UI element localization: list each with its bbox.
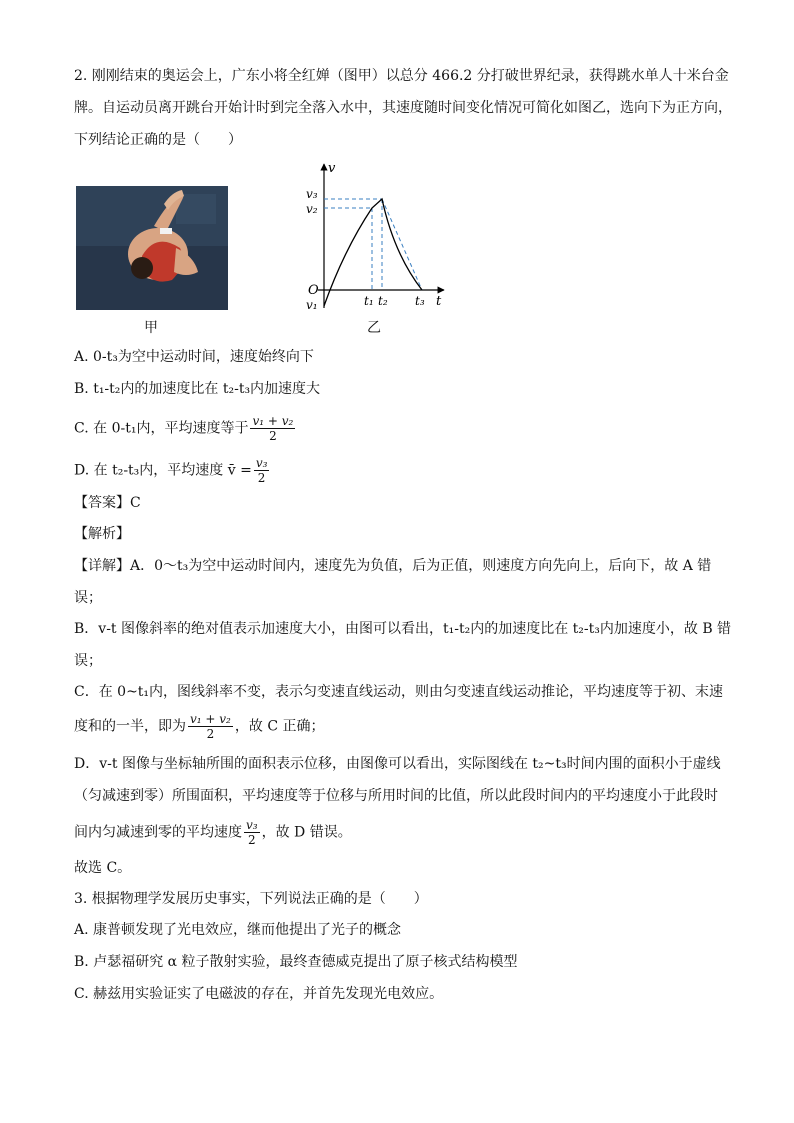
analysis-heading: 【解析】	[74, 526, 130, 542]
fraction-denominator: 2	[257, 471, 266, 485]
q2-option-b: B. t₁-t₂内的加速度比在 t₂-t₃内加速度大	[74, 381, 321, 397]
caption-jia: 甲	[144, 320, 158, 336]
detail-c-text: 度和的一半，即为	[74, 718, 186, 735]
diver-photo	[76, 186, 228, 310]
q3-option-b: B. 卢瑟福研究 α 粒子散射实验，最终查德威克提出了原子核式结构模型	[74, 954, 518, 970]
label-v1: v₁	[306, 298, 318, 310]
diver-illustration	[76, 186, 228, 310]
detail-c-line1: C．在 0~t₁内，图线斜率不变，表示匀变速直线运动，则由匀变速直线运动推论，平均速度等于初、末速	[74, 684, 724, 700]
guide-lines	[324, 199, 422, 290]
label-v2: v₂	[306, 202, 318, 216]
detail-c-tail: ，故 C 正确；	[234, 718, 325, 735]
answer-line: 【答案】C	[74, 495, 141, 511]
detail-d-line1: D．v-t 图像与坐标轴所围的面积表示位移，由图像可以看出，实际图线在 t₂~t₃时间内围的面积小于虚线	[74, 756, 721, 772]
label-t3: t₃	[415, 294, 425, 308]
detail-d-line2: （匀减速到零）所围面积，平均速度等于位移与所用时间的比值，所以此段时间内的平均速度小于此段时	[74, 788, 718, 804]
fraction-numerator: v₃	[255, 456, 268, 470]
q3-stem: 3. 根据物理学发展历史事实，下列说法正确的是（ ）	[74, 891, 428, 907]
fraction-denominator: 2	[269, 429, 277, 443]
detail-c-fraction	[188, 712, 233, 741]
detail-b-line2: 误；	[74, 653, 102, 669]
detail-d-tail: ，故 D 错误。	[261, 824, 352, 841]
q3-option-a: A. 康普顿发现了光电效应，继而他提出了光子的概念	[74, 922, 402, 938]
detail-c-line2	[74, 712, 325, 741]
option-d-text: D. 在 t₂-t₃内，平均速度 v̄ =	[74, 462, 252, 479]
vt-graph	[298, 158, 450, 310]
option-c-fraction	[250, 414, 295, 443]
q2-option-c	[74, 414, 297, 443]
q2-option-a: A. 0-t₃为空中运动时间，速度始终向下	[74, 349, 314, 365]
option-c-text: C. 在 0-t₁内，平均速度等于	[74, 420, 249, 437]
detail-a-line1: 【详解】A．0～t₃为空中运动时间内，速度先为负值，后为正值，则速度方向先向上，后向下，故 A 错	[74, 558, 712, 574]
label-t2: t₂	[378, 294, 388, 308]
fraction-numerator: v₃	[246, 818, 258, 832]
label-t-axis: t	[436, 294, 442, 309]
option-d-fraction	[254, 456, 270, 485]
q2-stem-line1: 2. 刚刚结束的奥运会上，广东小将全红婵（图甲）以总分 466.2 分打破世界纪录，获得跳水单人十米台金	[74, 68, 729, 84]
label-origin: O	[308, 283, 319, 298]
label-t1: t₁	[364, 294, 374, 308]
q2-option-d	[74, 456, 271, 485]
detail-a-line2: 误；	[74, 590, 102, 606]
q2-stem-line2: 牌。自运动员离开跳台开始计时到完全落入水中，其速度随时间变化情况可简化如图乙，选向下为正方向，	[74, 100, 732, 116]
detail-d-text: 间内匀减速到零的平均速度	[74, 824, 242, 841]
label-v-axis: v	[328, 161, 336, 176]
fraction-denominator: 2	[247, 833, 256, 847]
detail-b-line1: B．v-t 图像斜率的绝对值表示加速度大小，由图可以看出，t₁-t₂内的加速度比在 t₂-t₃内加速度小，故 B 错	[74, 621, 732, 637]
fraction-numerator: v₁ + v₂	[190, 712, 231, 726]
q3-option-c: C. 赫兹用实验证实了电磁波的存在，并首先发现光电效应。	[74, 986, 444, 1002]
detail-d-fraction	[244, 818, 260, 847]
fraction-denominator: 2	[206, 727, 215, 741]
caption-yi: 乙	[367, 320, 381, 336]
fraction-numerator: v₁ + v₂	[252, 414, 294, 428]
detail-d-line3	[74, 818, 352, 847]
q2-stem-line3: 下列结论正确的是（ ）	[74, 132, 242, 148]
label-v3: v₃	[306, 187, 318, 201]
conclusion-line: 故选 C。	[74, 860, 132, 876]
